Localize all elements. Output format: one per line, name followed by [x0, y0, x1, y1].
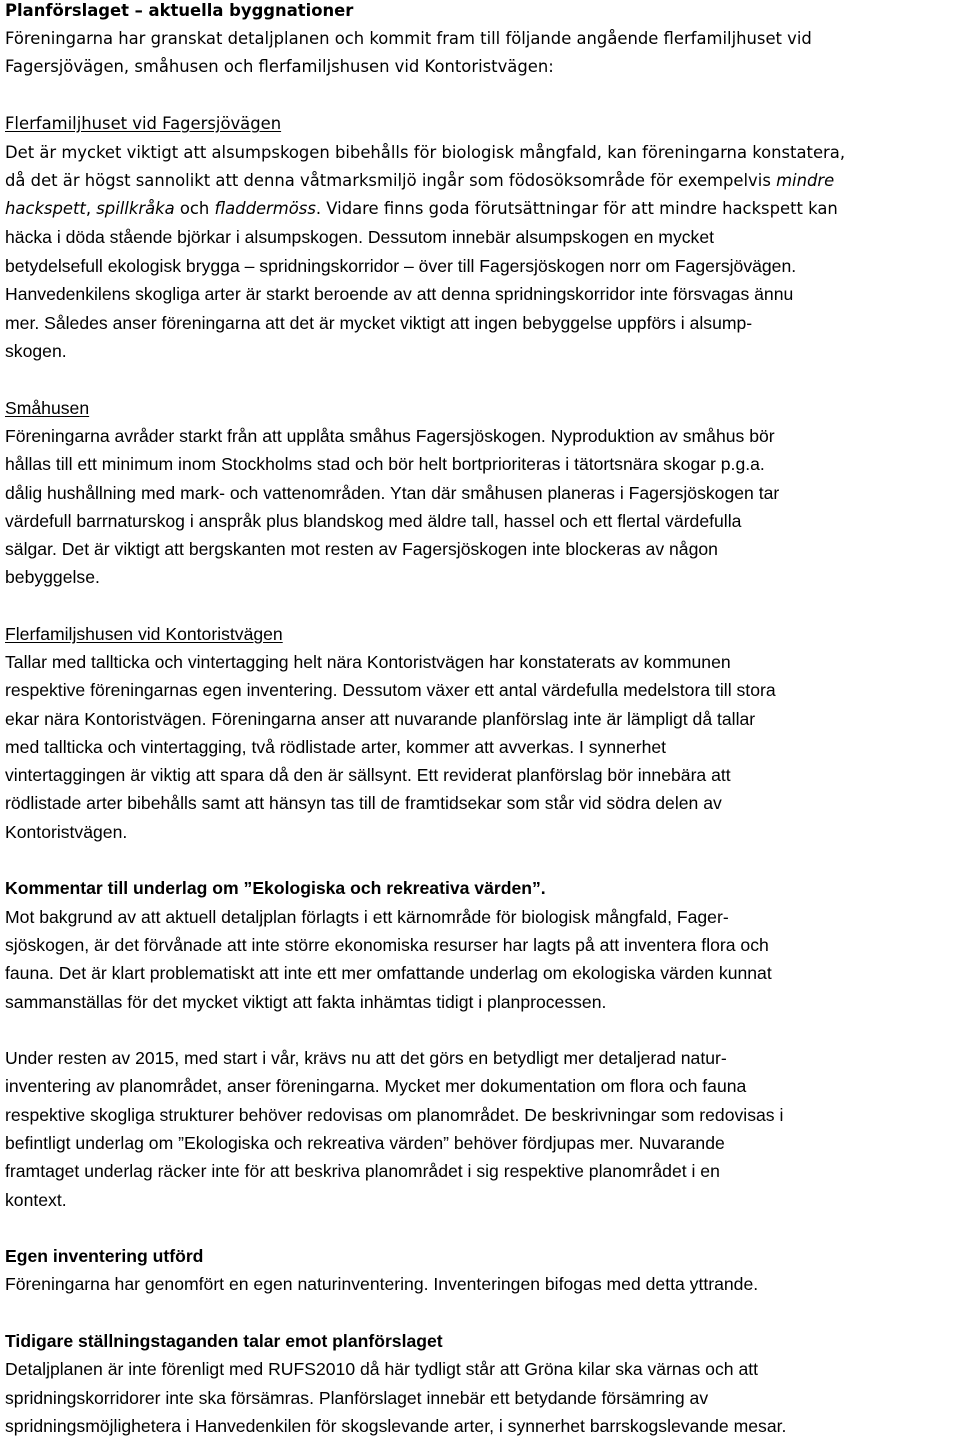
paragraph-line: fauna. Det är klart problematiskt att inte ett mer omfattande underlag om ekologiska värden kunnat: [5, 963, 772, 983]
species-name: hackspett: [5, 199, 86, 218]
paragraph-line: [5, 167, 834, 195]
paragraph-line: skogen.: [5, 341, 67, 361]
paragraph-line: inventering av planområdet, anser föreningarna. Mycket mer dokumentation om flora och fauna: [5, 1076, 747, 1096]
paragraph-line: bebyggelse.: [5, 567, 100, 587]
species-name: mindre: [776, 171, 835, 190]
paragraph-line: befintligt underlag om ”Ekologiska och rekreativa värden” behöver fördjupas mer. Nuvarande: [5, 1133, 725, 1153]
paragraph-line: Det är mycket viktigt att alsumpskogen bibehålls för biologisk mångfald, kan föreningarna konstatera,: [5, 143, 846, 162]
paragraph-line: respektive skogliga strukturer behöver redovisas om planområdet. De beskrivningar som redovisas i: [5, 1105, 784, 1125]
section-title-kommentar: Kommentar till underlag om ”Ekologiska och rekreativa värden”.: [5, 878, 546, 898]
paragraph-line: Mot bakgrund av att aktuell detaljplan förlagts i ett kärnområde för biologisk mångfald, Fager-: [5, 907, 729, 927]
paragraph-line: sjöskogen, är det förvånade att inte större ekonomiska resurser har lagts på att inventera flora och: [5, 935, 769, 955]
section-title-tidigare: Tidigare ställningstaganden talar emot planförslaget: [5, 1331, 443, 1351]
paragraph-line: spridningskorridorer inte ska försämras. Planförslaget innebär ett betydande försämring av: [5, 1388, 709, 1408]
section-title-kontoristvagen: Flerfamiljshusen vid Kontoristvägen: [5, 624, 283, 644]
paragraph-line: respektive föreningarnas egen inventering. Dessutom växer ett antal värdefulla medelstora till stora: [5, 680, 776, 700]
section-heading-planforslaget: Planförslaget – aktuella byggnationer: [5, 1, 354, 20]
text-run: och: [174, 199, 215, 218]
paragraph-line: Kontoristvägen.: [5, 822, 128, 842]
species-name: spillkråka: [96, 199, 175, 218]
paragraph-line: Detaljplanen är inte förenligt med RUFS2010 då här tydligt står att Gröna kilar ska värnas och att: [5, 1359, 759, 1379]
paragraph-line: Föreningarna avråder starkt från att upplåta småhus Fagersjöskogen. Nyproduktion av småhus bör: [5, 426, 775, 446]
paragraph-line: rödlistade arter bibehålls samt att hänsyn tas till de framtidsekar som står vid södra delen av: [5, 793, 722, 813]
section-title-flerfamiljhuset: Flerfamiljhuset vid Fagersjövägen: [5, 114, 282, 133]
paragraph-line: betydelsefull ekologisk brygga – spridningskorridor – över till Fagersjöskogen norr om Fagersjövägen.: [5, 256, 797, 276]
paragraph-line: värdefull barrnaturskog i anspråk plus blandskog med äldre tall, hassel och ett flertal värdefulla: [5, 511, 742, 531]
paragraph-line: Tallar med tallticka och vintertagging helt nära Kontoristvägen har konstaterats av kommunen: [5, 652, 731, 672]
paragraph-line: mer. Således anser föreningarna att det är mycket viktigt att ingen bebyggelse uppförs i alsump-: [5, 313, 753, 333]
paragraph-line: ekar nära Kontoristvägen. Föreningarna anser att nuvarande planförslag inte är lämpligt då tallar: [5, 709, 756, 729]
paragraph-line: kontext.: [5, 1190, 67, 1210]
paragraph-line: Föreningarna har genomfört en egen naturinventering. Inventeringen bifogas med detta yttrande.: [5, 1274, 759, 1294]
intro-line-2: Fagersjövägen, småhusen och flerfamiljshusen vid Kontoristvägen:: [5, 57, 554, 76]
text-run: . Vidare finns goda förutsättningar för att mindre hackspett kan: [315, 199, 838, 218]
section-title-smahusen: Småhusen: [5, 398, 90, 418]
paragraph-line: Hanvedenkilens skogliga arter är starkt beroende av att denna spridningskorridor inte försvagas ännu: [5, 284, 794, 304]
paragraph-line: hållas till ett minimum inom Stockholms stad och bör helt bortprioriteras i tätortsnära skogar p.g.a.: [5, 454, 765, 474]
text-run: då det är högst sannolikt att denna våtmarksmiljö ingår som födosöksområde för exempelvis: [5, 171, 777, 190]
paragraph-line: sälgar. Det är viktigt att bergskanten mot resten av Fagersjöskogen inte blockeras av någon: [5, 539, 718, 559]
paragraph-line: med tallticka och vintertagging, två rödlistade arter, kommer att avverkas. I synnerhet: [5, 737, 667, 757]
intro-line-1: Föreningarna har granskat detaljplanen och kommit fram till följande angående flerfamiljhuset vid: [5, 29, 812, 48]
paragraph-line: framtaget underlag räcker inte för att beskriva planområdet i sig respektive planområdet i en: [5, 1161, 720, 1181]
paragraph-line: Under resten av 2015, med start i vår, krävs nu att det görs en betydligt mer detaljerad natur-: [5, 1048, 727, 1068]
species-name: fladdermöss: [214, 199, 316, 218]
paragraph-line: vintertaggingen är viktig att spara då den är sällsynt. Ett reviderat planförslag bör innebära att: [5, 765, 731, 785]
section-title-egen-inventering: Egen inventering utförd: [5, 1246, 204, 1266]
paragraph-line: [5, 195, 838, 223]
paragraph-line: sammanställas för det mycket viktigt att fakta inhämtas tidigt i planprocessen.: [5, 992, 607, 1012]
paragraph-line: häcka i döda stående björkar i alsumpskogen. Dessutom innebär alsumpskogen en mycket: [5, 227, 715, 247]
paragraph-line: dålig hushållning med mark- och vattenområden. Ytan där småhusen planeras i Fagersjöskogen tar: [5, 483, 780, 503]
text-run: ,: [85, 199, 97, 218]
paragraph-line: spridningsmöjlighetera i Hanvedenkilen för skogslevande arter, i synnerhet barrskogslevande mesar.: [5, 1416, 787, 1436]
